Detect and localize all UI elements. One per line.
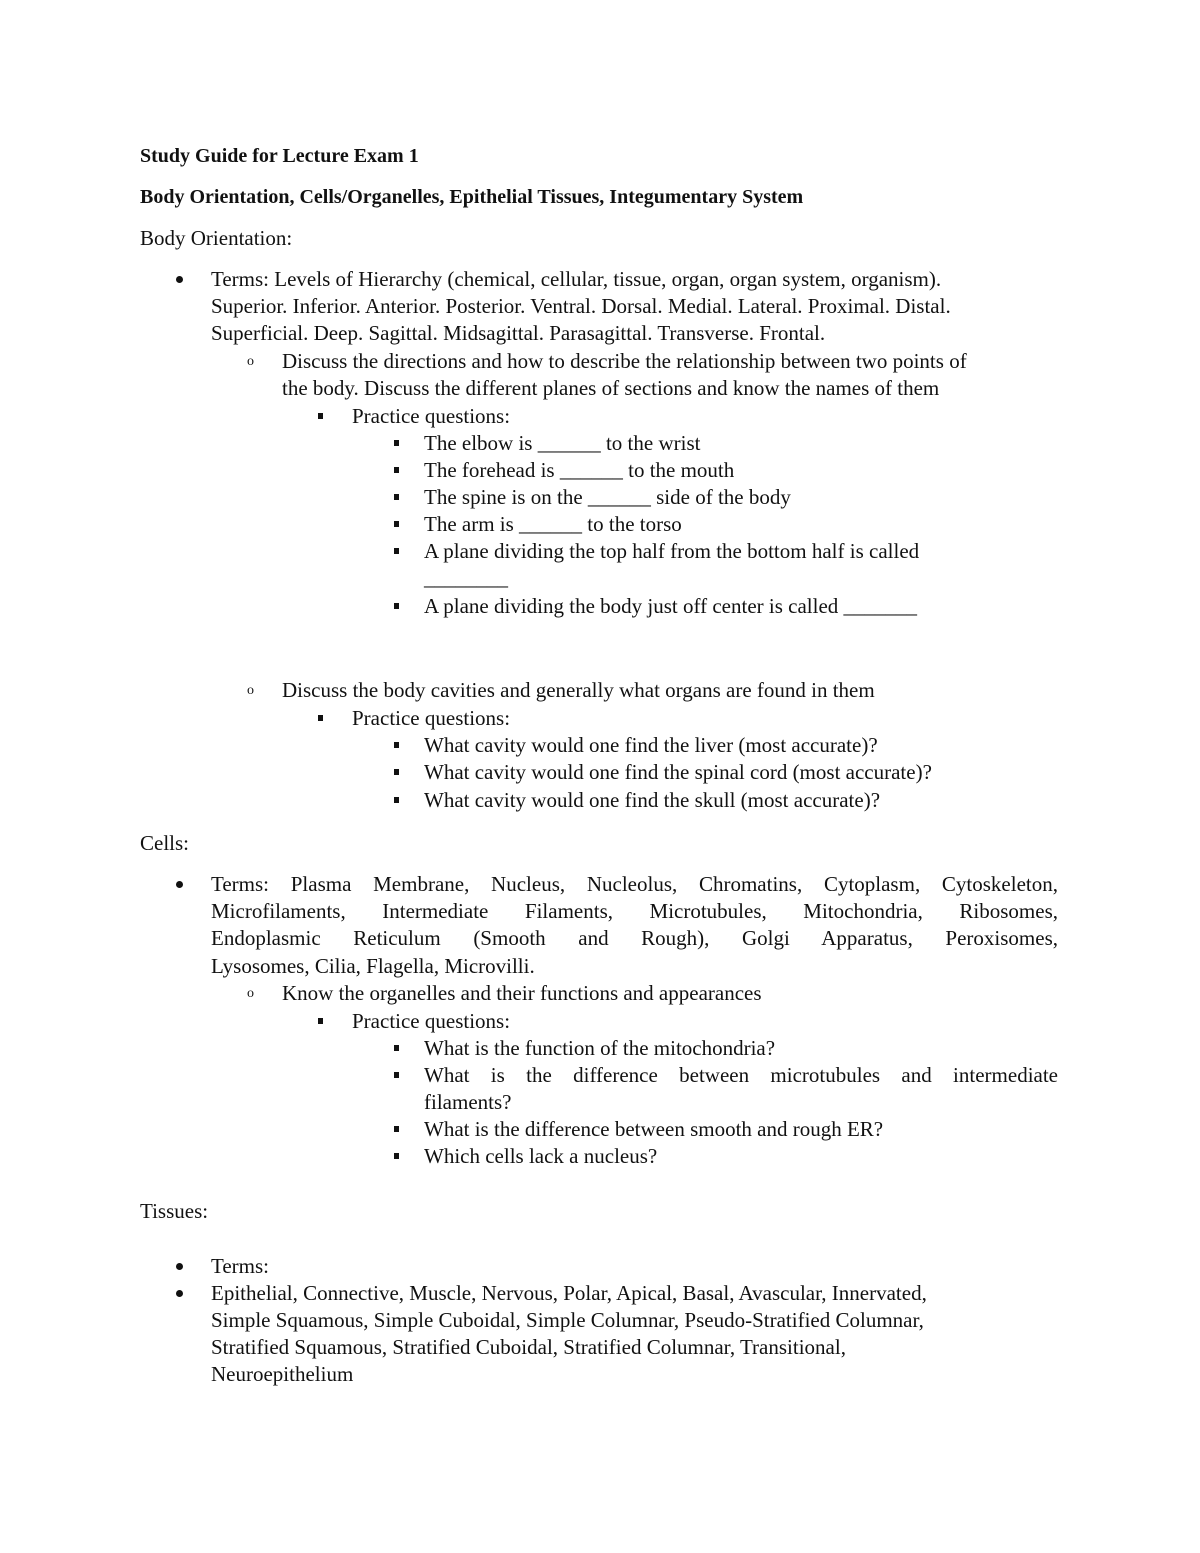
- square-bullet-icon: [394, 797, 399, 803]
- square-bullet-icon: [318, 715, 323, 721]
- practice-label: Practice questions:: [352, 1009, 511, 1033]
- practice-question: What is the function of the mitochondria?: [424, 1036, 776, 1060]
- practice-question: What cavity would one find the spinal cord (most accurate)?: [424, 760, 932, 784]
- bullet-icon: [176, 1263, 183, 1270]
- practice-label: Practice questions:: [352, 404, 511, 428]
- square-bullet-icon: [394, 769, 399, 775]
- practice-question: What cavity would one find the skull (most accurate)?: [424, 788, 881, 812]
- square-bullet-icon: [394, 603, 399, 609]
- tissues-list-line: Neuroepithelium: [211, 1362, 354, 1386]
- square-bullet-icon: [394, 1126, 399, 1132]
- sub-bullet-icon: o: [247, 683, 254, 698]
- cells-terms-line: Endoplasmic Reticulum (Smooth and Rough), Golgi Apparatus, Peroxisomes,: [211, 926, 1058, 950]
- tissues-list-line: Simple Squamous, Simple Cuboidal, Simple Columnar, Pseudo-Stratified Columnar,: [211, 1308, 924, 1332]
- body-terms-line: Superficial. Deep. Sagittal. Midsagittal. Parasagittal. Transverse. Frontal.: [211, 321, 826, 345]
- tissues-list-line: Stratified Squamous, Stratified Cuboidal, Stratified Columnar, Transitional,: [211, 1335, 846, 1359]
- organelles-line: Know the organelles and their functions and appearances: [282, 981, 762, 1005]
- section-heading-cells: Cells:: [140, 831, 190, 855]
- practice-question: What is the difference between smooth and rough ER?: [424, 1117, 884, 1141]
- practice-question: What is the difference between microtubules and intermediate: [424, 1063, 1058, 1087]
- square-bullet-icon: [394, 494, 399, 500]
- tissues-list-line: Epithelial, Connective, Muscle, Nervous, Polar, Apical, Basal, Avascular, Innervated,: [211, 1281, 927, 1305]
- cavities-line: Discuss the body cavities and generally what organs are found in them: [282, 678, 875, 702]
- document-title: Study Guide for Lecture Exam 1: [140, 145, 419, 167]
- square-bullet-icon: [394, 742, 399, 748]
- practice-question: The elbow is ______ to the wrist: [424, 431, 701, 455]
- square-bullet-icon: [394, 521, 399, 527]
- bullet-icon: [176, 881, 183, 888]
- body-terms-line: Terms: Levels of Hierarchy (chemical, cellular, tissue, organ, organ system, organism).: [211, 267, 942, 291]
- body-terms-line: Superior. Inferior. Anterior. Posterior. Ventral. Dorsal. Medial. Lateral. Proximal. Distal.: [211, 294, 951, 318]
- practice-question: The spine is on the ______ side of the body: [424, 485, 791, 509]
- section-heading-body-orientation: Body Orientation:: [140, 226, 293, 250]
- practice-question: What cavity would one find the liver (most accurate)?: [424, 733, 878, 757]
- practice-question-continued: filaments?: [424, 1090, 512, 1114]
- sub-bullet-icon: o: [247, 354, 254, 369]
- square-bullet-icon: [318, 1018, 323, 1024]
- practice-question: A plane dividing the body just off center is called _______: [424, 594, 918, 618]
- document-subtitle: Body Orientation, Cells/Organelles, Epithelial Tissues, Integumentary System: [140, 186, 804, 208]
- square-bullet-icon: [394, 1153, 399, 1159]
- practice-label: Practice questions:: [352, 706, 511, 730]
- cells-terms-line: Lysosomes, Cilia, Flagella, Microvilli.: [211, 954, 535, 978]
- bullet-icon: [176, 276, 183, 283]
- directions-line: Discuss the directions and how to describe the relationship between two points of: [282, 349, 967, 373]
- bullet-icon: [176, 1290, 183, 1297]
- practice-question: A plane dividing the top half from the bottom half is called: [424, 539, 920, 563]
- cells-terms-line: Microfilaments, Intermediate Filaments, Microtubules, Mitochondria, Ribosomes,: [211, 899, 1058, 923]
- tissues-terms-label: Terms:: [211, 1254, 270, 1278]
- practice-question: The arm is ______ to the torso: [424, 512, 682, 536]
- square-bullet-icon: [394, 467, 399, 473]
- sub-bullet-icon: o: [247, 986, 254, 1001]
- directions-line: the body. Discuss the different planes of sections and know the names of them: [282, 376, 940, 400]
- practice-question: Which cells lack a nucleus?: [424, 1144, 658, 1168]
- square-bullet-icon: [394, 548, 399, 554]
- square-bullet-icon: [394, 1045, 399, 1051]
- cells-terms-line: Terms: Plasma Membrane, Nucleus, Nucleolus, Chromatins, Cytoplasm, Cytoskeleton,: [211, 872, 1058, 896]
- practice-question-blank: ________: [424, 566, 508, 590]
- square-bullet-icon: [394, 1072, 399, 1078]
- section-heading-tissues: Tissues:: [140, 1199, 209, 1223]
- square-bullet-icon: [394, 440, 399, 446]
- practice-question: The forehead is ______ to the mouth: [424, 458, 735, 482]
- square-bullet-icon: [318, 413, 323, 419]
